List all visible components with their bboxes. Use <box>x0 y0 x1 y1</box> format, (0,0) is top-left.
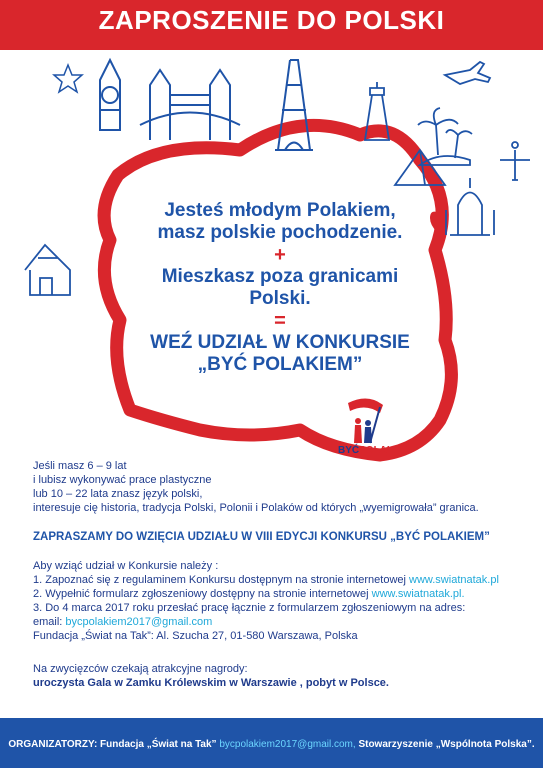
hero-line-1: Jesteś młodym Polakiem, <box>164 200 396 221</box>
logo-word-polakiem: POLAKIEM <box>359 445 412 456</box>
how-intro: Aby wziąć udział w Konkursie należy : <box>33 560 219 572</box>
email-line: email: bycpolakiem2017@gmail.com <box>33 616 213 628</box>
christ-statue-icon <box>500 142 530 180</box>
tower-bridge-icon <box>140 70 240 140</box>
step-3: 3. Do 4 marca 2017 roku przesłać pracę łącznie z formularzem zgłoszeniowym na adres: <box>33 602 466 614</box>
footer-rest: Stowarzyszenie „Wspólnota Polska”. <box>358 739 535 750</box>
logo-word-byc: BYĆ <box>338 445 360 456</box>
website-link[interactable]: www.swiatnatak.pl <box>409 574 499 586</box>
eligibility-line: Jeśli masz 6 – 9 lat <box>33 460 127 472</box>
cta-line-2: „BYĆ POLAKIEM” <box>197 354 363 375</box>
invitation-headline: ZAPRASZAMY DO WZIĘCIA UDZIAŁU W VIII EDYCJI KONKURSU „BYĆ POLAKIEM” <box>33 531 490 543</box>
airplane-icon <box>445 62 490 84</box>
address-line: Fundacja „Świat na Tak”: Al. Szucha 27, 01-580 Warszawa, Polska <box>33 630 358 642</box>
step-2: 2. Wypełnić formularz zgłoszeniowy dostępny na stronie internetowej www.swiatnatak.pl. <box>33 588 465 600</box>
page-title: ZAPROSZENIE DO POLSKI <box>98 5 445 35</box>
footer-label: ORGANIZATORZY: Fundacja „Świat na Tak” <box>8 739 217 750</box>
step-1: 1. Zapoznać się z regulaminem Konkursu dostępnym na stronie internetowej www.swiatnatak.pl <box>33 574 499 586</box>
plus-sign: + <box>274 244 286 266</box>
eligibility-line: interesuje cię historia, tradycja Polski, Polonii i Polaków od których „wyemigrowała” granica. <box>33 502 479 514</box>
eligibility-block <box>33 459 513 515</box>
eligibility-line: lub 10 – 22 lata znasz język polski, <box>33 488 203 500</box>
awards-block <box>33 662 513 690</box>
email-link[interactable]: bycpolakiem2017@gmail.com <box>65 616 213 628</box>
logo-text <box>338 445 412 456</box>
awards-line-2: uroczysta Gala w Zamku Królewskim w Warszawie , pobyt w Polsce. <box>33 677 389 689</box>
palm-island-icon <box>418 108 472 165</box>
hero-line-4: Polski. <box>249 288 311 309</box>
taj-mahal-icon <box>446 178 494 235</box>
how-to-participate <box>33 559 513 643</box>
hero-message <box>130 200 430 376</box>
equals-sign: = <box>274 310 286 332</box>
cta-line-1: WEŹ UDZIAŁ W KONKURSIE <box>150 332 410 353</box>
footer-email[interactable]: bycpolakiem2017@gmail.com, <box>219 739 356 750</box>
star-icon <box>54 65 82 92</box>
big-ben-icon <box>100 60 120 130</box>
eiffel-tower-icon <box>275 60 313 150</box>
eligibility-line: i lubisz wykonywać prace plastyczne <box>33 474 212 486</box>
website-link[interactable]: www.swiatnatak.pl. <box>371 588 465 600</box>
awards-line-1: Na zwycięzców czekają atrakcyjne nagrody: <box>33 663 248 675</box>
hero-line-2: masz polskie pochodzenie. <box>157 222 403 243</box>
house-icon <box>25 245 70 295</box>
hero-line-3: Mieszkasz poza granicami <box>161 266 399 287</box>
organizers-footer <box>0 718 543 768</box>
